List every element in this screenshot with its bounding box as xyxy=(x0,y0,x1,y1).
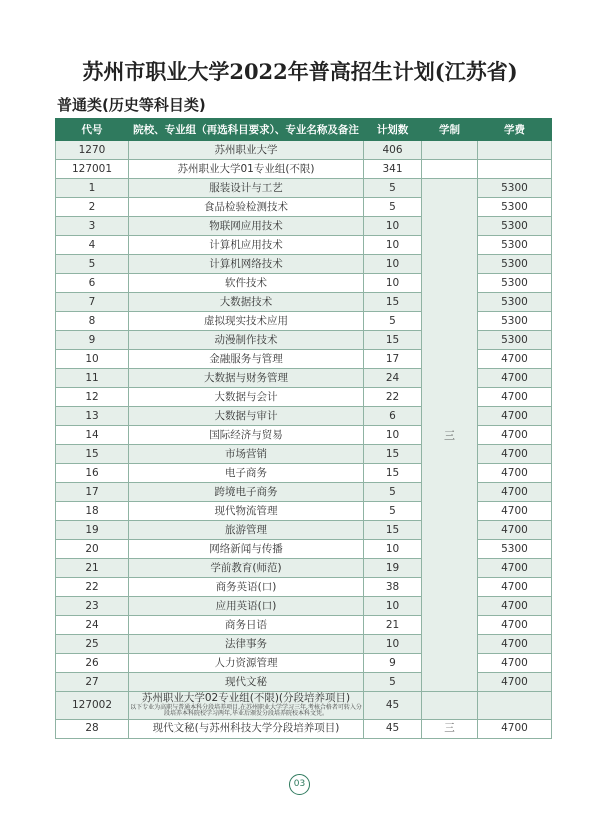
cell-name: 大数据与财务管理 xyxy=(129,369,364,388)
cell-code: 1 xyxy=(56,179,129,198)
table-row xyxy=(56,654,552,673)
table-row xyxy=(56,312,552,331)
cell-code: 6 xyxy=(56,274,129,293)
cell-code: 15 xyxy=(56,445,129,464)
header-fee: 学费 xyxy=(478,119,552,141)
cell-name: 现代文秘 xyxy=(129,673,364,692)
cell-plan: 24 xyxy=(364,369,422,388)
cell-code: 26 xyxy=(56,654,129,673)
table-row xyxy=(56,255,552,274)
cell-code: 13 xyxy=(56,407,129,426)
cell-fee: 4700 xyxy=(478,673,552,692)
cell-name: 应用英语(口) xyxy=(129,597,364,616)
cell-code: 17 xyxy=(56,483,129,502)
table-row xyxy=(56,635,552,654)
cell-name: 计算机网络技术 xyxy=(129,255,364,274)
cell-plan: 15 xyxy=(364,521,422,540)
cell-fee: 5300 xyxy=(478,293,552,312)
cell-name: 电子商务 xyxy=(129,464,364,483)
cell-plan: 406 xyxy=(364,141,422,160)
cell-name: 国际经济与贸易 xyxy=(129,426,364,445)
cell-xuezhi xyxy=(422,141,478,160)
cell-name: 大数据与会计 xyxy=(129,388,364,407)
cell-plan: 9 xyxy=(364,654,422,673)
cell-name: 学前教育(师范) xyxy=(129,559,364,578)
cell-name: 商务英语(口) xyxy=(129,578,364,597)
cell-plan: 10 xyxy=(364,255,422,274)
cell-code: 11 xyxy=(56,369,129,388)
cell-code: 22 xyxy=(56,578,129,597)
cell-plan: 19 xyxy=(364,559,422,578)
table-row xyxy=(56,616,552,635)
cell-name: 法律事务 xyxy=(129,635,364,654)
cell-code: 25 xyxy=(56,635,129,654)
cell-plan: 10 xyxy=(364,540,422,559)
table-row xyxy=(56,331,552,350)
cell-code: 18 xyxy=(56,502,129,521)
table-row xyxy=(56,407,552,426)
cell-name: 金融服务与管理 xyxy=(129,350,364,369)
cell-plan: 15 xyxy=(364,331,422,350)
cell-fee: 4700 xyxy=(478,369,552,388)
cell-fee: 4700 xyxy=(478,719,552,738)
cell-name: 食品检验检测技术 xyxy=(129,198,364,217)
cell-fee: 4700 xyxy=(478,616,552,635)
cell-code: 5 xyxy=(56,255,129,274)
table-row xyxy=(56,597,552,616)
page-title: 苏州市职业大学2022年普高招生计划(江苏省) xyxy=(82,59,518,84)
cell-plan: 6 xyxy=(364,407,422,426)
cell-code: 19 xyxy=(56,521,129,540)
table-row xyxy=(56,198,552,217)
cell-name: 跨境电子商务 xyxy=(129,483,364,502)
cell-fee: 5300 xyxy=(478,331,552,350)
cell-plan: 341 xyxy=(364,160,422,179)
table-row xyxy=(56,388,552,407)
cell-code: 21 xyxy=(56,559,129,578)
cell-plan: 15 xyxy=(364,445,422,464)
cell-fee: 4700 xyxy=(478,597,552,616)
cell-name: 市场营销 xyxy=(129,445,364,464)
table-row xyxy=(56,426,552,445)
cell-fee: 5300 xyxy=(478,198,552,217)
table-header-row xyxy=(56,119,552,141)
cell-plan: 45 xyxy=(364,692,422,720)
cell-code: 28 xyxy=(56,719,129,738)
cell-fee: 4700 xyxy=(478,521,552,540)
cell-fee: 4700 xyxy=(478,464,552,483)
table-row xyxy=(56,236,552,255)
table-row xyxy=(56,217,552,236)
cell-plan: 10 xyxy=(364,597,422,616)
cell-name: 苏州职业大学 xyxy=(129,141,364,160)
cell-code: 27 xyxy=(56,673,129,692)
cell-plan: 10 xyxy=(364,635,422,654)
cell-code: 8 xyxy=(56,312,129,331)
table-row xyxy=(56,464,552,483)
cell-fee xyxy=(478,692,552,720)
cell-fee xyxy=(478,160,552,179)
cell-plan: 5 xyxy=(364,198,422,217)
cell-fee: 5300 xyxy=(478,236,552,255)
cell-plan: 22 xyxy=(364,388,422,407)
cell-fee: 5300 xyxy=(478,540,552,559)
cell-code: 2 xyxy=(56,198,129,217)
cell-code: 14 xyxy=(56,426,129,445)
cell-fee: 4700 xyxy=(478,654,552,673)
cell-fee: 4700 xyxy=(478,350,552,369)
cell-name: 计算机应用技术 xyxy=(129,236,364,255)
cell-fee: 5300 xyxy=(478,255,552,274)
cell-code: 20 xyxy=(56,540,129,559)
table-row xyxy=(56,369,552,388)
cell-plan: 5 xyxy=(364,502,422,521)
header-code: 代号 xyxy=(56,119,129,141)
cell-code: 16 xyxy=(56,464,129,483)
cell-code: 127002 xyxy=(56,692,129,720)
cell-name: 现代物流管理 xyxy=(129,502,364,521)
cell-xuezhi xyxy=(422,160,478,179)
table-row xyxy=(56,445,552,464)
cell-name: 网络新闻与传播 xyxy=(129,540,364,559)
cell-code: 4 xyxy=(56,236,129,255)
cell-fee: 4700 xyxy=(478,407,552,426)
table-row xyxy=(56,719,552,738)
cell-plan: 21 xyxy=(364,616,422,635)
cell-code: 1270 xyxy=(56,141,129,160)
cell-fee: 4700 xyxy=(478,483,552,502)
table-row xyxy=(56,578,552,597)
table-row xyxy=(56,483,552,502)
cell-plan: 5 xyxy=(364,312,422,331)
cell-plan: 5 xyxy=(364,179,422,198)
cell-code: 127001 xyxy=(56,160,129,179)
cell-code: 7 xyxy=(56,293,129,312)
cell-plan: 10 xyxy=(364,236,422,255)
cell-fee: 5300 xyxy=(478,217,552,236)
cell-name: 服装设计与工艺 xyxy=(129,179,364,198)
cell-name: 旅游管理 xyxy=(129,521,364,540)
enrollment-table xyxy=(55,118,552,739)
table-row xyxy=(56,521,552,540)
table-row xyxy=(56,179,552,198)
cell-plan: 5 xyxy=(364,483,422,502)
cell-name: 大数据与审计 xyxy=(129,407,364,426)
cell-fee xyxy=(478,141,552,160)
cell-fee: 4700 xyxy=(478,388,552,407)
group-row xyxy=(56,692,552,720)
cell-xuezhi xyxy=(422,692,478,720)
header-xuezhi: 学制 xyxy=(422,119,478,141)
cell-fee: 5300 xyxy=(478,179,552,198)
cell-fee: 4700 xyxy=(478,559,552,578)
school-row xyxy=(56,141,552,160)
cell-fee: 4700 xyxy=(478,578,552,597)
table-row xyxy=(56,274,552,293)
table-row xyxy=(56,350,552,369)
cell-code: 24 xyxy=(56,616,129,635)
cell-plan: 15 xyxy=(364,293,422,312)
cell-name: 商务日语 xyxy=(129,616,364,635)
cell-name: 虚拟现实技术应用 xyxy=(129,312,364,331)
cell-xuezhi: 三 xyxy=(422,719,478,738)
page-number: 03 xyxy=(289,774,310,795)
cell-plan: 10 xyxy=(364,426,422,445)
cell-code: 3 xyxy=(56,217,129,236)
table-row xyxy=(56,559,552,578)
table-row xyxy=(56,540,552,559)
cell-name: 苏州职业大学01专业组(不限) xyxy=(129,160,364,179)
header-major: 院校、专业组（再选科目要求）、专业名称及备注 xyxy=(129,119,364,141)
cell-code: 12 xyxy=(56,388,129,407)
cell-plan: 10 xyxy=(364,274,422,293)
cell-code: 10 xyxy=(56,350,129,369)
group-row xyxy=(56,160,552,179)
cell-name: 软件技术 xyxy=(129,274,364,293)
header-plan: 计划数 xyxy=(364,119,422,141)
cell-fee: 4700 xyxy=(478,445,552,464)
cell-name: 现代文秘(与苏州科技大学分段培养项目) xyxy=(129,719,364,738)
cell-name: 人力资源管理 xyxy=(129,654,364,673)
cell-name: 动漫制作技术 xyxy=(129,331,364,350)
cell-xuezhi: 三 xyxy=(422,179,478,692)
cell-code: 23 xyxy=(56,597,129,616)
cell-plan: 5 xyxy=(364,673,422,692)
cell-name: 大数据技术 xyxy=(129,293,364,312)
group-note: 以下专业为高职与普通本科分段培养项目,在苏州职业大学学习三年,考核合格者可转入分段培养本科院校学习两年,毕业后颁发分段培养院校本科文凭。 xyxy=(130,704,362,718)
group-title: 苏州职业大学02专业组(不限)(分段培养项目) xyxy=(141,692,351,704)
cell-name: 物联网应用技术 xyxy=(129,217,364,236)
table-row xyxy=(56,502,552,521)
cell-plan: 38 xyxy=(364,578,422,597)
cell-fee: 4700 xyxy=(478,635,552,654)
cell-name xyxy=(129,692,364,720)
cell-fee: 4700 xyxy=(478,502,552,521)
cell-plan: 45 xyxy=(364,719,422,738)
table-row xyxy=(56,673,552,692)
cell-plan: 15 xyxy=(364,464,422,483)
section-subtitle: 普通类(历史等科目类) xyxy=(57,96,206,114)
table-row xyxy=(56,293,552,312)
cell-code: 9 xyxy=(56,331,129,350)
cell-fee: 5300 xyxy=(478,312,552,331)
cell-plan: 17 xyxy=(364,350,422,369)
cell-fee: 5300 xyxy=(478,274,552,293)
cell-plan: 10 xyxy=(364,217,422,236)
cell-fee: 4700 xyxy=(478,426,552,445)
